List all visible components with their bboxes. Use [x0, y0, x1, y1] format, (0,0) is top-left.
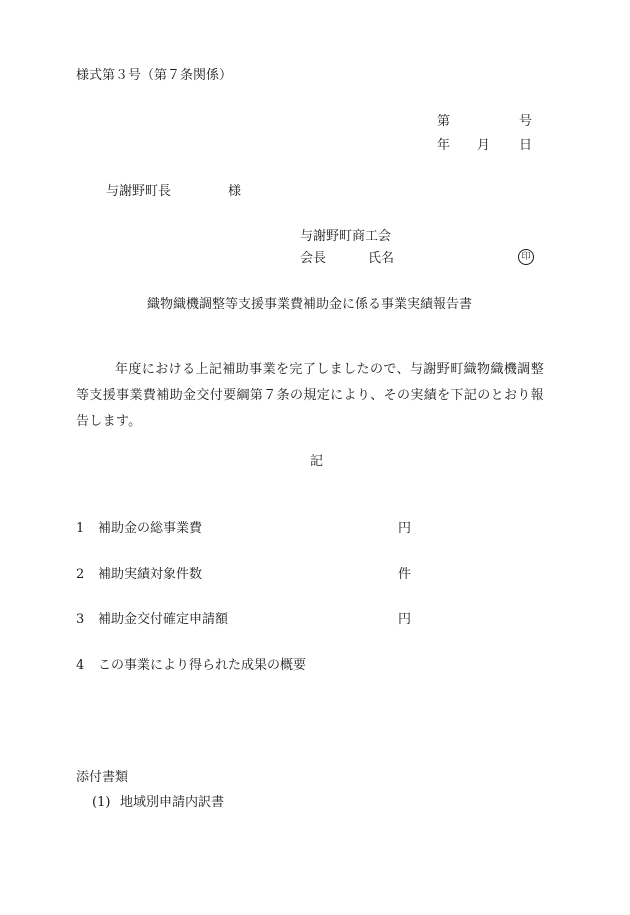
item-unit: 件 [398, 567, 412, 582]
item-number: 3 [76, 612, 85, 627]
document-title: 織物織機調整等支援事業費補助金に係る事業実績報告書 [147, 297, 473, 312]
item-label-total-cost: 補助金の総事業費 [98, 521, 203, 536]
attachment-item-label: 地域別申請内訳書 [120, 795, 225, 810]
item-label-results-summary: この事業により得られた成果の概要 [98, 658, 307, 673]
attachments-heading: 添付書類 [76, 770, 129, 785]
date-day-label: 日 [519, 138, 533, 153]
item-unit: 円 [398, 521, 412, 536]
ki-heading: 記 [310, 454, 324, 469]
item-number: 2 [76, 567, 85, 582]
recipient-name: 与謝野町長 [106, 184, 172, 199]
form-number: 様式第３号（第７条関係） [76, 68, 233, 83]
item-number: 4 [76, 658, 85, 673]
date-year-label: 年 [437, 138, 451, 153]
item-unit: 円 [398, 612, 412, 627]
doc-number-suffix: 号 [519, 114, 533, 129]
item-label-target-count: 補助実績対象件数 [98, 567, 203, 582]
attachment-item-number: (1) [92, 795, 111, 810]
item-number: 1 [76, 521, 85, 536]
sender-organization: 与謝野町商工会 [300, 229, 392, 244]
doc-number-prefix: 第 [437, 114, 451, 129]
seal-mark: 印 [518, 249, 534, 265]
body-paragraph: 年度における上記補助事業を完了しましたので、与謝野町織物織機調整等支援事業費補助金交付要綱第７条の規定により、その実績を下記のとおり報告します。 [76, 362, 544, 429]
item-label-grant-amount: 補助金交付確定申請額 [98, 612, 229, 627]
sender-title: 会長 [300, 251, 327, 266]
recipient-honorific: 様 [228, 184, 242, 199]
date-month-label: 月 [477, 138, 491, 153]
sender-name-label: 氏名 [368, 251, 395, 266]
